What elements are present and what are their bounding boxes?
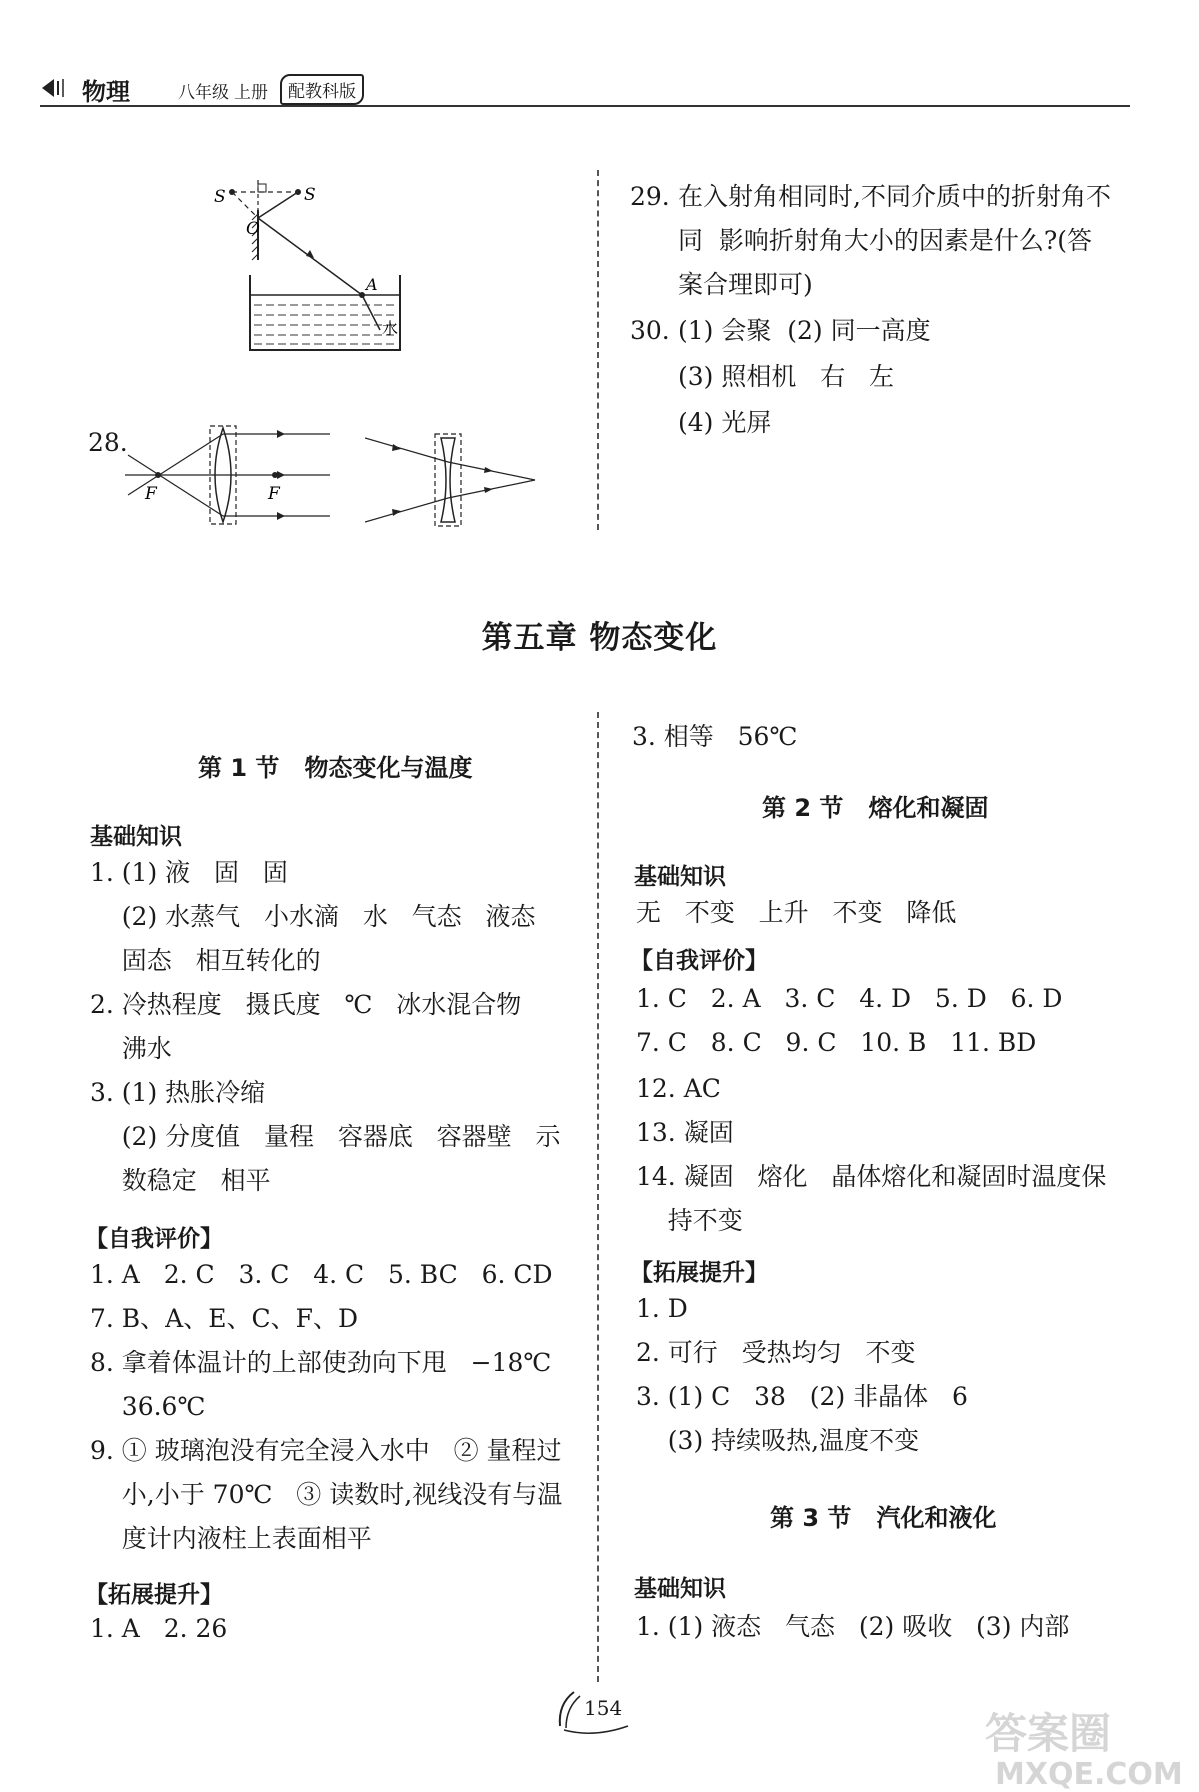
list-item: 8. 拿着体温计的上部使劲向下甩 −18℃ (90, 1348, 552, 1377)
list-item: 7. B、A、E、C、F、D (90, 1304, 358, 1333)
header-volume: 上册 (234, 83, 268, 103)
list-item: 13. 凝固 (636, 1118, 734, 1147)
section-1-title: 第 1 节 物态变化与温度 (198, 754, 473, 782)
list-item: 持不变 (636, 1206, 743, 1235)
section-2-title: 第 2 节 熔化和凝固 (762, 794, 989, 822)
header-bar (40, 70, 1130, 106)
basic-knowledge-heading-1: 基础知识 (90, 824, 182, 850)
list-item: 9. ① 玻璃泡没有完全浸入水中 ② 量程过 (90, 1436, 562, 1465)
focus-left-label: F (145, 484, 157, 504)
figure-28-number: 28. (88, 428, 128, 457)
list-item: 36.6℃ (90, 1392, 206, 1421)
svg-text:MXQE.COM: MXQE.COM (995, 1757, 1183, 1790)
list-item: 固态 相互转化的 (90, 946, 321, 975)
speaker-arrow-icon (40, 76, 74, 100)
list-item: (2) 分度值 量程 容器底 容器壁 示 (90, 1122, 561, 1151)
list-item: 1. C 2. A 3. C 4. D 5. D 6. D (636, 984, 1063, 1013)
basic-knowledge-heading-2: 基础知识 (634, 864, 726, 890)
chapter-title: 第五章 物态变化 (481, 620, 718, 656)
answer-30-line-3: (4) 光屏 (678, 408, 772, 437)
list-item: 14. 凝固 熔化 晶体熔化和凝固时温度保 (636, 1162, 1107, 1191)
list-item: 3. (1) 热胀冷缩 (90, 1078, 266, 1107)
page-number: 154 (584, 1696, 623, 1720)
header-subject: 物理 (82, 78, 130, 106)
extend-heading-1: 【拓展提升】 (85, 1582, 223, 1608)
figure-28-convex-lens-diagram (125, 420, 340, 530)
header-rule (40, 105, 1130, 107)
answer-30-number: 30. (630, 316, 670, 345)
extend-item-1: 1. A 2. 26 (90, 1614, 228, 1643)
list-item: 1. D (636, 1294, 688, 1323)
list-item: 小,小于 70℃ ③ 读数时,视线没有与温 (90, 1480, 563, 1509)
list-item: (2) 水蒸气 小水滴 水 气态 液态 (90, 902, 536, 931)
answer-30-line-1: (1) 会聚 (2) 同一高度 (678, 316, 931, 345)
label-s-left: S (214, 187, 226, 207)
basic-knowledge-item-3: 1. (1) 液态 气态 (2) 吸收 (3) 内部 (636, 1612, 1070, 1641)
list-item: 1. (1) 液 固 固 (90, 858, 288, 887)
label-water: 水 (382, 319, 399, 338)
list-item: 7. C 8. C 9. C 10. B 11. BD (636, 1028, 1037, 1057)
section-3-title: 第 3 节 汽化和液化 (770, 1504, 997, 1532)
basic-knowledge-heading-3: 基础知识 (634, 1576, 726, 1602)
header-edition-badge: 配教科版 (280, 74, 364, 105)
list-item: 1. A 2. C 3. C 4. C 5. BC 6. CD (90, 1260, 553, 1289)
basic-knowledge-item-2: 无 不变 上升 不变 降低 (636, 898, 957, 927)
figure-28-concave-lens-diagram (365, 420, 545, 530)
answer-29-line-1: 在入射角相同时,不同介质中的折射角不 (678, 182, 1111, 211)
carry-over-answer: 3. 相等 56℃ (632, 722, 798, 751)
label-a: A (366, 275, 378, 294)
list-item: 12. AC (636, 1074, 721, 1103)
answer-29-line-3: 案合理即可) (678, 270, 813, 299)
list-item: 沸水 (90, 1034, 172, 1063)
list-item: 数稳定 相平 (90, 1166, 271, 1195)
list-item: 3. (1) C 38 (2) 非晶体 6 (636, 1382, 968, 1411)
column-divider-top (597, 170, 599, 530)
watermark (985, 1700, 1195, 1790)
self-eval-heading-2: 【自我评价】 (630, 948, 768, 974)
list-item: 度计内液柱上表面相平 (90, 1524, 372, 1553)
list-item: 2. 可行 受热均匀 不变 (636, 1338, 916, 1367)
answer-29-number: 29. (630, 182, 670, 211)
self-eval-heading-1: 【自我评价】 (85, 1226, 223, 1252)
column-divider-bottom (597, 712, 599, 1682)
figure-27-diagram (210, 170, 450, 420)
list-item: (3) 持续吸热,温度不变 (636, 1426, 920, 1455)
header-grade: 八年级 (178, 83, 229, 103)
focus-right-label: F (268, 484, 280, 504)
label-s-right: S (304, 185, 316, 205)
list-item: 2. 冷热程度 摄氏度 ℃ 冰水混合物 (90, 990, 522, 1019)
label-o: O (246, 219, 260, 239)
extend-heading-2: 【拓展提升】 (630, 1260, 768, 1286)
svg-text:答案圈: 答案圈 (985, 1709, 1112, 1758)
answer-30-line-2: (3) 照相机 右 左 (678, 362, 895, 391)
answer-29-line-2: 同 影响折射角大小的因素是什么?(答 (678, 226, 1093, 255)
watermark-logo (985, 1700, 1195, 1790)
